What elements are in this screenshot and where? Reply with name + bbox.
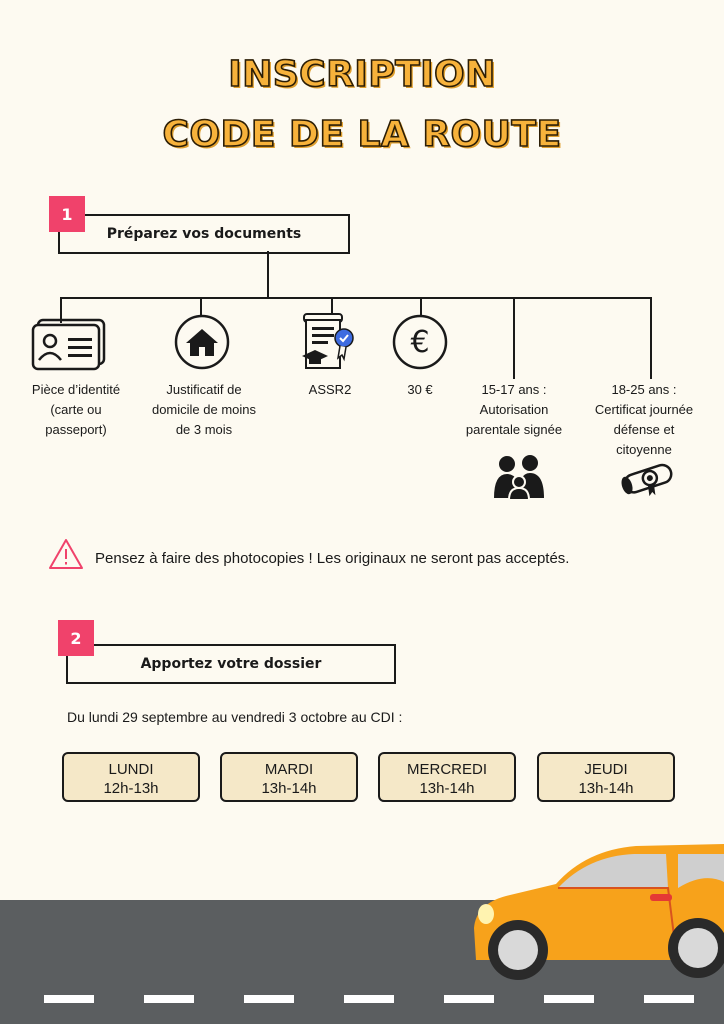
title-line-2: CODE DE LA ROUTE: [162, 114, 562, 155]
slot-time: 13h-14h: [419, 780, 475, 797]
tree-drop-2: [200, 297, 202, 315]
road-dash: [444, 995, 494, 1003]
euro-icon: [392, 314, 448, 370]
step2-label: Apportez votre dossier: [140, 656, 322, 672]
certificate-icon: [298, 312, 358, 372]
step1-label: Préparez vos documents: [106, 226, 302, 242]
doc-label-assr2: ASSR2: [308, 382, 352, 397]
title-line-1: INSCRIPTION: [228, 54, 496, 95]
road-dash: [544, 995, 594, 1003]
slot-time: 12h-13h: [103, 780, 159, 797]
step1-box: [58, 214, 350, 254]
road-dash: [344, 995, 394, 1003]
slot-mardi: [220, 752, 358, 802]
slot-time: 13h-14h: [578, 780, 634, 797]
step1-badge: 1: [49, 196, 85, 232]
tree-drop-4: [420, 297, 422, 315]
slot-day: JEUDI: [584, 761, 628, 778]
road-dash: [644, 995, 694, 1003]
house-icon: [174, 314, 230, 370]
family-icon: [492, 454, 546, 500]
doc-label-id: Pièce d’identité (carte ou passeport): [31, 382, 121, 437]
id-card-icon: [30, 318, 108, 372]
tree-branch: [60, 297, 652, 299]
slot-day: MERCREDI: [406, 761, 487, 778]
car-icon: [466, 842, 724, 982]
slot-mercredi: [378, 752, 516, 802]
warning-icon: [48, 538, 84, 570]
road-dash: [144, 995, 194, 1003]
diploma-icon: [616, 458, 678, 500]
tree-drop-6: [650, 297, 652, 379]
road-dash: [244, 995, 294, 1003]
tree-drop-5: [513, 297, 515, 379]
warning-text: Pensez à faire des photocopies ! Les originaux ne seront pas acceptés.: [95, 550, 570, 567]
slot-lundi: [62, 752, 200, 802]
dates-text: Du lundi 29 septembre au vendredi 3 octobre au CDI :: [67, 709, 403, 725]
tree-trunk: [267, 251, 269, 298]
doc-label-domicile: Justificatif de domicile de moins de 3 mois: [151, 382, 257, 437]
slot-day: LUNDI: [108, 761, 154, 778]
step2-badge: 2: [58, 620, 94, 656]
slot-time: 13h-14h: [261, 780, 317, 797]
doc-label-price: 30 €: [407, 382, 433, 397]
road-dash: [44, 995, 94, 1003]
doc-label-jdc: 18-25 ans : Certificat journée défense et citoyenne: [594, 382, 694, 457]
step2-box: [66, 644, 396, 684]
slot-day: MARDI: [264, 761, 314, 778]
doc-label-parental: 15-17 ans : Autorisation parentale signée: [465, 382, 563, 437]
svg-text:€: €: [410, 325, 430, 360]
slot-jeudi: [537, 752, 675, 802]
